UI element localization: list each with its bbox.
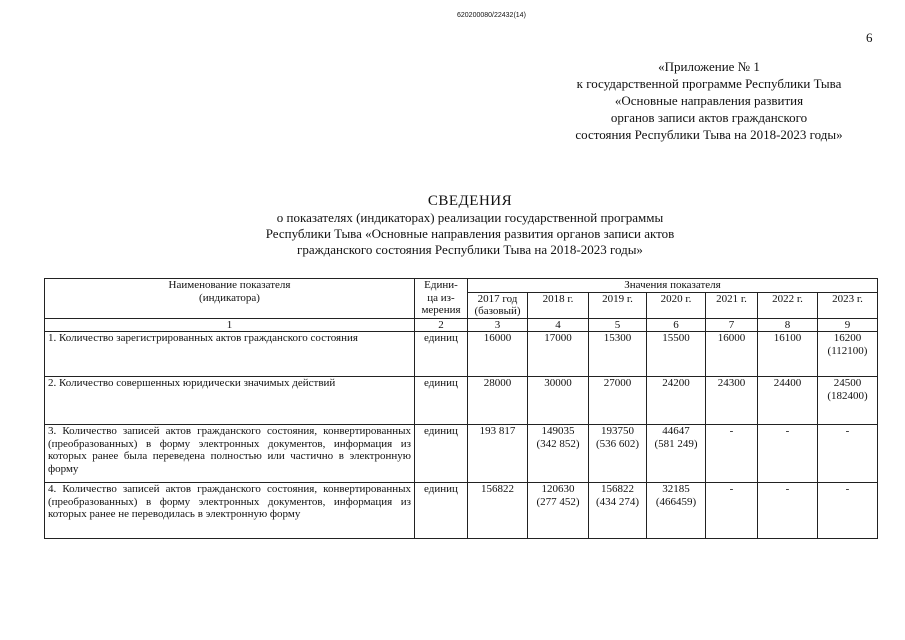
header-indicator-name: Наименование показателя (индикатора) xyxy=(45,279,415,319)
document-stamp: 620200080/22432(14) xyxy=(457,12,526,19)
title-main: СВЕДЕНИЯ xyxy=(427,193,513,209)
page-number: 6 xyxy=(866,30,873,45)
header-year: 2019 г. xyxy=(589,292,647,318)
value-cell: - xyxy=(818,425,878,483)
header-values: Значения показателя xyxy=(468,279,878,293)
value-cell: 17000 xyxy=(528,332,589,377)
value-cell: 44647 (581 249) xyxy=(647,425,706,483)
header-year: 2020 г. xyxy=(647,292,706,318)
appendix-header xyxy=(540,58,878,143)
appendix-line: органов записи актов гражданского xyxy=(610,110,808,125)
value-cell: 193750 (536 602) xyxy=(589,425,647,483)
column-number: 5 xyxy=(589,318,647,332)
value-cell: 149035 (342 852) xyxy=(528,425,589,483)
value-cell: 16200 (112100) xyxy=(818,332,878,377)
appendix-line: состояния Республики Тыва на 2018-2023 годы» xyxy=(575,127,843,142)
indicator-name: 4. Количество записей актов гражданского состояния, конвертированных (преобразованных) в форму электронных документов, информация из которых ранее не переводилась в электронную форму xyxy=(45,483,415,539)
header-year: 2022 г. xyxy=(758,292,818,318)
value-cell: 16000 xyxy=(706,332,758,377)
header-unit: Едини- ца из- мерения xyxy=(415,279,468,319)
title-line: гражданского состояния Республики Тыва на 2018-2023 годы» xyxy=(297,242,643,257)
value-cell: 156822 (434 274) xyxy=(589,483,647,539)
value-cell: 28000 xyxy=(468,377,528,425)
value-cell: - xyxy=(758,483,818,539)
value-cell: 193 817 xyxy=(468,425,528,483)
appendix-line: к государственной программе Республики Тыва xyxy=(576,76,842,91)
indicator-name: 2. Количество совершенных юридически значимых действий xyxy=(45,377,415,425)
value-cell: - xyxy=(706,483,758,539)
value-cell: - xyxy=(758,425,818,483)
column-number: 2 xyxy=(415,318,468,332)
value-cell: 27000 xyxy=(589,377,647,425)
header-year: 2017 год (базовый) xyxy=(468,292,528,318)
unit-cell: единиц xyxy=(415,425,468,483)
header-year: 2018 г. xyxy=(528,292,589,318)
value-cell: 120630 (277 452) xyxy=(528,483,589,539)
appendix-line: «Приложение № 1 xyxy=(658,59,760,74)
column-number: 9 xyxy=(818,318,878,332)
document-title xyxy=(160,192,780,258)
value-cell: 30000 xyxy=(528,377,589,425)
unit-cell: единиц xyxy=(415,483,468,539)
value-cell: - xyxy=(706,425,758,483)
column-number: 4 xyxy=(528,318,589,332)
table-row xyxy=(45,332,878,377)
value-cell: 24400 xyxy=(758,377,818,425)
value-cell: 24300 xyxy=(706,377,758,425)
title-line: Республики Тыва «Основные направления развития органов записи актов xyxy=(265,226,675,241)
value-cell: 16000 xyxy=(468,332,528,377)
column-number: 3 xyxy=(468,318,528,332)
value-cell: 15300 xyxy=(589,332,647,377)
value-cell: 32185 (466459) xyxy=(647,483,706,539)
column-number: 1 xyxy=(45,318,415,332)
indicator-name: 1. Количество зарегистрированных актов гражданского состояния xyxy=(45,332,415,377)
indicator-name: 3. Количество записей актов гражданского состояния, конвертированных (преобразованных) в форму электронных документов, информация из которых ранее была переведена полностью или частично в электронную форму xyxy=(45,425,415,483)
table-row xyxy=(45,377,878,425)
value-cell: 24200 xyxy=(647,377,706,425)
column-number: 7 xyxy=(706,318,758,332)
column-number: 6 xyxy=(647,318,706,332)
appendix-line: «Основные направления развития xyxy=(614,93,804,108)
unit-cell: единиц xyxy=(415,377,468,425)
table-row xyxy=(45,483,878,539)
value-cell: 16100 xyxy=(758,332,818,377)
header-year: 2023 г. xyxy=(818,292,878,318)
value-cell: 15500 xyxy=(647,332,706,377)
indicators-table xyxy=(44,278,878,539)
value-cell: 156822 xyxy=(468,483,528,539)
value-cell: - xyxy=(818,483,878,539)
title-line: о показателях (индикаторах) реализации государственной программы xyxy=(276,210,664,225)
unit-cell: единиц xyxy=(415,332,468,377)
header-year: 2021 г. xyxy=(706,292,758,318)
value-cell: 24500 (182400) xyxy=(818,377,878,425)
table-row xyxy=(45,425,878,483)
column-number: 8 xyxy=(758,318,818,332)
